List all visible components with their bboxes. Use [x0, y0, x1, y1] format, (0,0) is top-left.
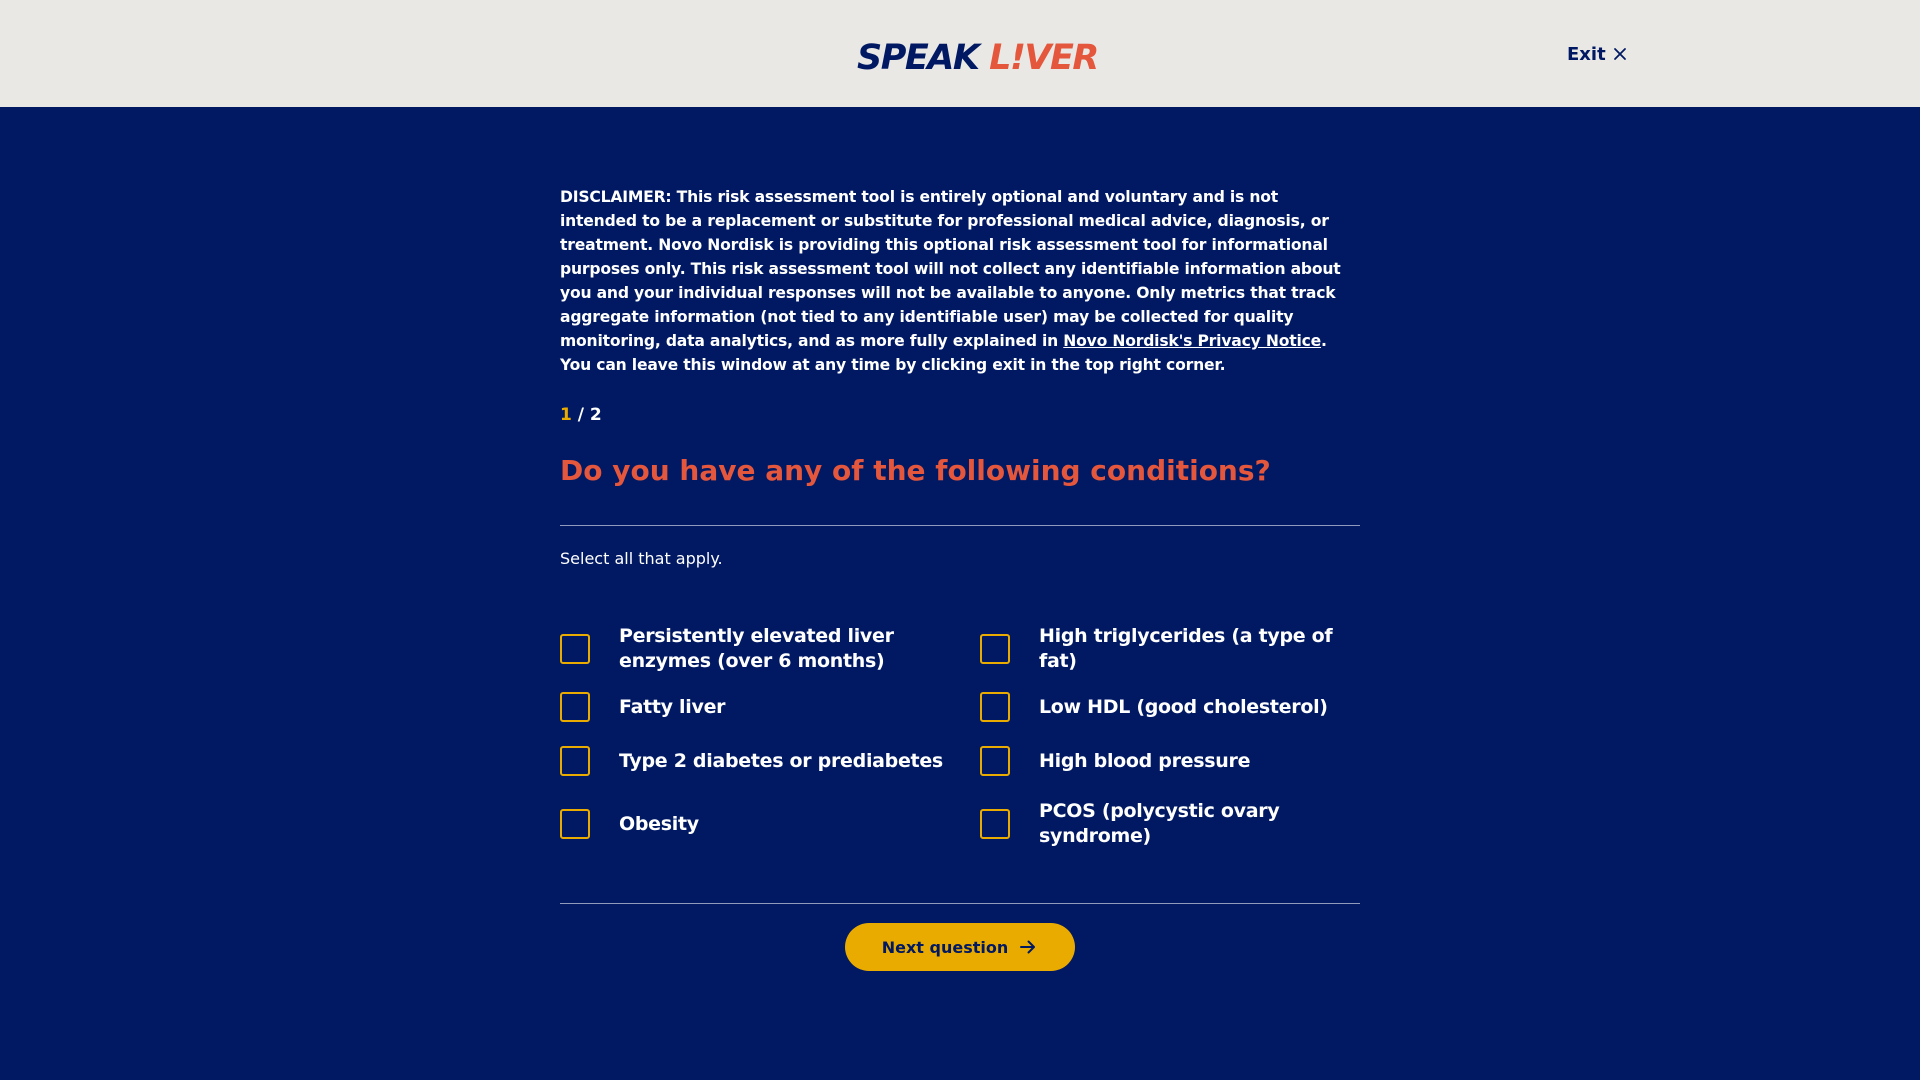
disclaimer-text [560, 185, 1360, 377]
speak-liver-logo[interactable] [857, 36, 1098, 80]
option-label: High blood pressure [1039, 749, 1251, 772]
option-label: High triglycerides (a type of fat) [1039, 625, 1333, 672]
option-label: Obesity [619, 812, 699, 835]
checkbox[interactable] [560, 692, 590, 722]
option-elevated-liver-enzymes[interactable] [560, 618, 980, 680]
option-label: Low HDL (good cholesterol) [1039, 695, 1328, 718]
current-question-number: 1 [560, 405, 572, 425]
close-icon [1612, 46, 1628, 62]
disclaimer-tail: . You can leave this window at any time by clicking exit in the top right corner. [560, 332, 1327, 374]
total-questions: / 2 [571, 405, 602, 425]
checkbox[interactable] [980, 692, 1010, 722]
option-fatty-liver[interactable] [560, 680, 980, 734]
option-high-triglycerides[interactable] [980, 618, 1360, 680]
question-title: Do you have any of the following conditions? [560, 454, 1271, 487]
questionnaire [560, 185, 1360, 904]
checkbox[interactable] [980, 746, 1010, 776]
privacy-notice-link[interactable]: Novo Nordisk's Privacy Notice [1063, 332, 1322, 350]
option-obesity[interactable] [560, 788, 980, 860]
arrow-right-icon [1018, 937, 1038, 957]
checkbox[interactable] [560, 746, 590, 776]
checkbox[interactable] [980, 634, 1010, 664]
option-pcos[interactable] [980, 788, 1360, 860]
divider-top [560, 525, 1360, 526]
exit-label: Exit [1567, 43, 1606, 65]
question-counter [560, 403, 1360, 427]
option-type-2-diabetes[interactable] [560, 734, 980, 788]
checkbox[interactable] [980, 809, 1010, 839]
select-hint: Select all that apply. [560, 549, 723, 568]
checkbox[interactable] [560, 634, 590, 664]
next-question-label: Next question [881, 937, 1009, 957]
option-label: Type 2 diabetes or prediabetes [619, 749, 943, 772]
option-label: Fatty liver [619, 695, 726, 718]
top-bar [0, 0, 1920, 107]
condition-options [560, 618, 1360, 860]
disclaimer-body: DISCLAIMER: This risk assessment tool is entirely optional and voluntary and is not intended to be a replacement or substitute for professional medical advice, diagnosis, or treatment. Novo Nordisk is providing this optional risk assessment tool for informational purposes only. This risk assessment tool will not collect any identifiable information about you and your individual responses will not be available to anyone. Only metrics that track aggregate information (not tied to any identifiable user) may be collected for quality monitoring, data analytics, and as more fully explained in [560, 188, 1341, 350]
exit-button[interactable] [1567, 42, 1628, 66]
option-label: PCOS (polycystic ovary syndrome) [1039, 800, 1280, 847]
option-low-hdl[interactable] [980, 680, 1360, 734]
logo-speak-text: SPEAK [857, 38, 990, 78]
divider-bottom [560, 903, 1360, 904]
next-question-button[interactable] [845, 923, 1075, 971]
logo-liver-text: L!VER [989, 38, 1098, 78]
checkbox[interactable] [560, 809, 590, 839]
option-high-blood-pressure[interactable] [980, 734, 1360, 788]
option-label: Persistently elevated liver enzymes (over 6 months) [619, 625, 894, 672]
